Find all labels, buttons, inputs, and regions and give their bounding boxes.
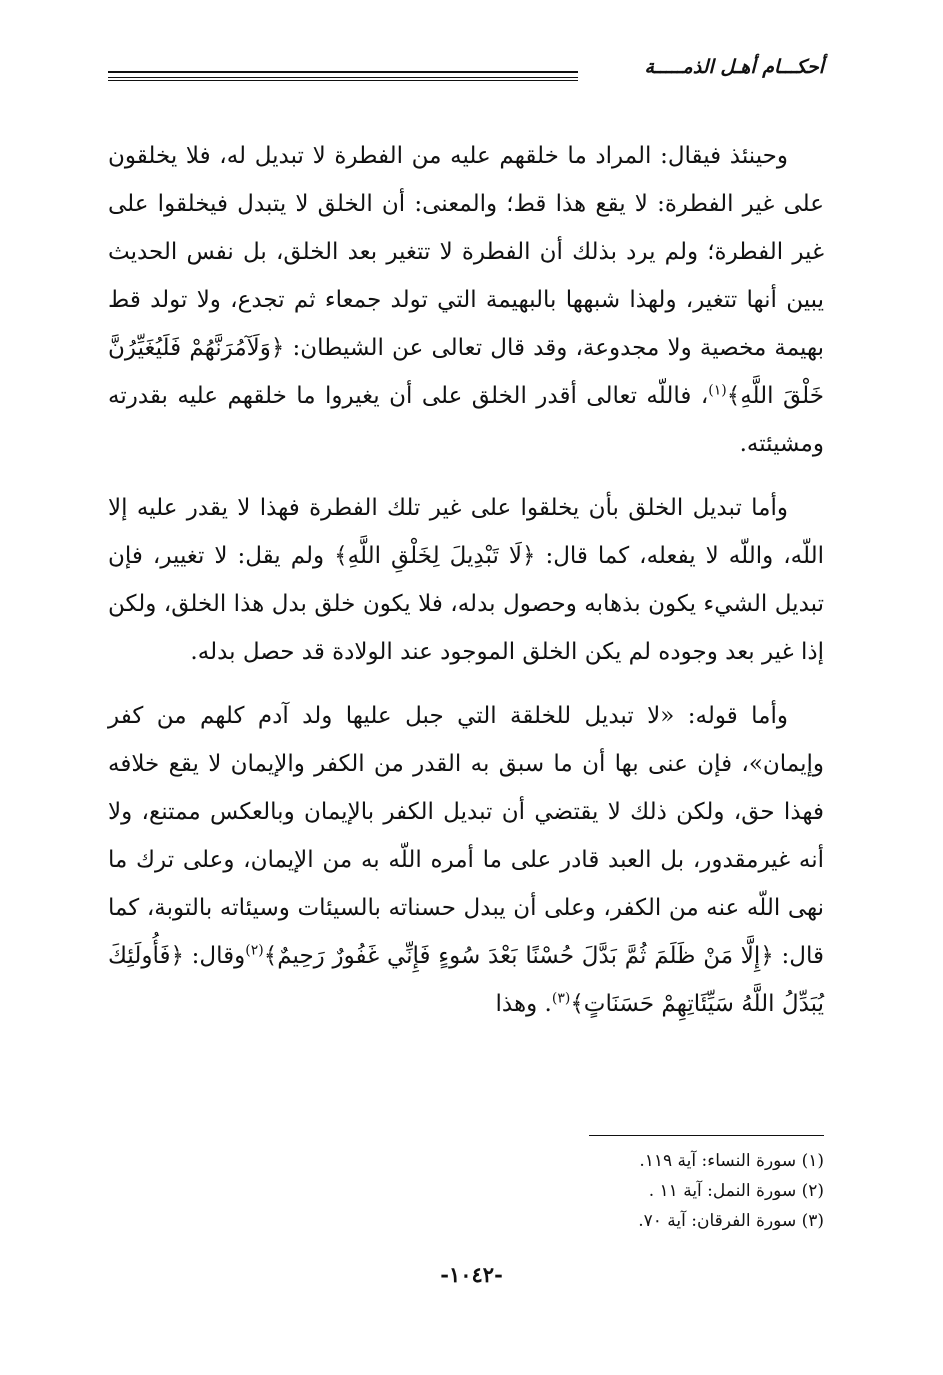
header-double-rule <box>108 71 578 78</box>
quran-verse: ﴿إِلَّا مَنْ ظَلَمَ ثُمَّ بَدَّلَ حُسْنًا بَعْدَ سُوءٍ فَإِنِّي غَفُورٌ رَحِيمٌ﴾ <box>263 943 774 969</box>
paragraph-3 <box>108 692 824 1028</box>
page-number: -١٠٤٢- <box>440 1262 503 1287</box>
header-title: أحكـــام أهـل الذمـــــة <box>644 56 824 78</box>
footnotes <box>424 1146 824 1236</box>
footnote-2: (٢) سورة النمل: آية ١١ . <box>648 1181 824 1201</box>
footnote-ref: (١) <box>708 382 727 399</box>
paragraph-2 <box>108 484 824 676</box>
paragraph-1 <box>108 132 824 468</box>
footnote-ref: (٢) <box>245 942 264 959</box>
footnote-1: (١) سورة النساء: آية ١١٩. <box>639 1151 824 1171</box>
running-header <box>108 56 824 96</box>
footnote-separator <box>589 1135 824 1136</box>
quran-verse: ﴿وَلَآمُرَنَّهُمْ فَلَيُغَيِّرُنَّ خَلْقَ اللَّهِ﴾ <box>108 335 824 409</box>
header-rule <box>108 80 578 81</box>
paragraph-text: . وهذا <box>495 991 552 1017</box>
paragraph-text: وأما قوله: «لا تبديل للخلقة التي جبل عليها ولد آدم كلهم من كفر وإيمان»، فإن عنى بها أن ما سبق به القدر من الكفر والإيمان لا يقع خلافه فهذا حق، ولكن ذلك لا يقتضي أن تبديل الكفر بالإيمان وبالعكس ممتنع، ولا أنه غيرمقدور، بل العبد قادر على ما أمره اللّه به من الإيمان، وعلى ترك ما نهى اللّه عنه من الكفر، وعلى أن يبدل حسناته بالسيئات وسيئاته بالتوبة، كما قال: <box>108 703 825 969</box>
quran-verse: ﴿لَا تَبْدِيلَ لِخَلْقِ اللَّهِ﴾ <box>334 543 536 569</box>
quran-verse: ﴿فَأُولَئِكَ يُبَدِّلُ اللَّهُ سَيِّئَاتِهِمْ حَسَنَاتٍ﴾ <box>108 943 824 1017</box>
paragraph-text: ولم يقل: لا تغيير، فإن تبديل الشيء يكون بذهابه وحصول بدله، فلا يكون خلق بدل هذا الخلق، ولكن إذا غير بعد وجوده لم يكن الخلق الموجود عند الولادة قد حصل بدله. <box>108 543 824 665</box>
paragraph-text: ، فاللّه تعالى أقدر الخلق على أن يغيروا ما خلقهم عليه بقدرته ومشيئته. <box>108 383 824 457</box>
footnote-ref: (٣) <box>551 990 571 1007</box>
paragraph-text: وحينئذ فيقال: المراد ما خلقهم عليه من الفطرة لا تبديل له، فلا يخلقون على غير الفطرة: لا يقع هذا قط؛ والمعنى: أن الخلق لا يتبدل فيخلقوا على غير الفطرة؛ ولم يرد بذلك أن الفطرة لا تتغير بعد الخلق، بل نفس الحديث يبين أنها تتغير، ولهذا شبهها بالبهيمة التي تولد جمعاء ثم تجدع، ولا تولد قط بهيمة مخصية ولا مجدوعة، وقد قال تعالى عن الشيطان: <box>108 143 824 361</box>
main-text <box>108 132 824 1044</box>
paragraph-text: وقال: <box>183 943 246 969</box>
paragraph-text: وأما تبديل الخلق بأن يخلقوا على غير تلك الفطرة فهذا لا يقدر عليه إلا اللّه، واللّه لا يفعله، كما قال: <box>108 495 825 569</box>
footnote-3: (٣) سورة الفرقان: آية ٧٠. <box>638 1211 824 1231</box>
